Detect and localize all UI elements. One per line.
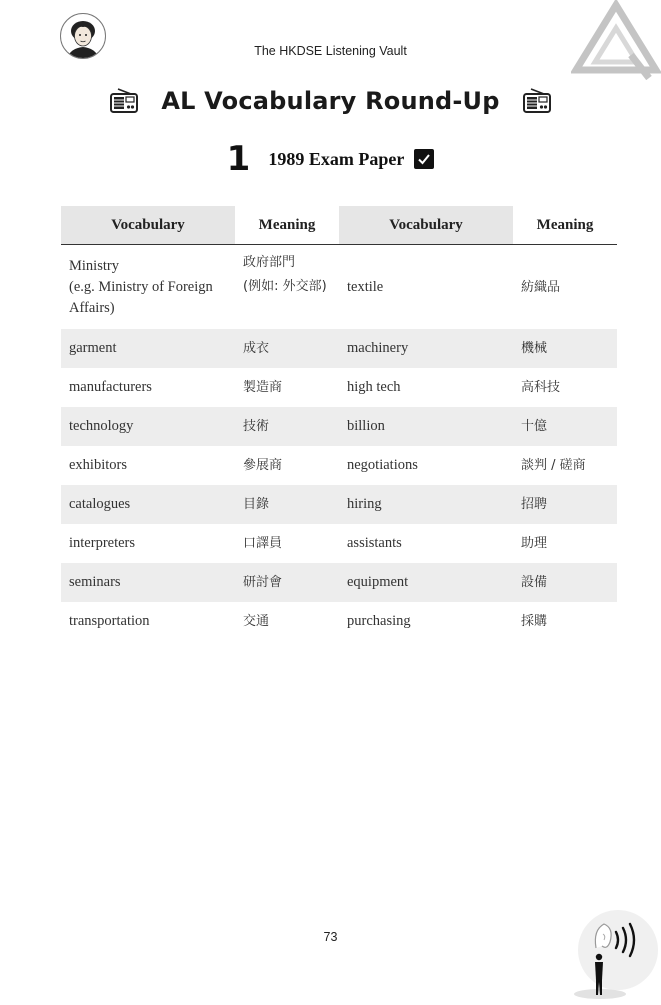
- meaning-cell: 紡織品: [521, 279, 561, 295]
- checkbox-checked-icon: [414, 149, 434, 169]
- meaning-cell: 談判 / 磋商: [521, 458, 586, 473]
- paper-number: 1: [226, 139, 251, 179]
- meaning-cell: 口譯員: [243, 536, 283, 551]
- vocab-cell: negotiations: [347, 457, 418, 473]
- radio-icon: [109, 86, 139, 116]
- vocab-cell: purchasing: [347, 613, 411, 629]
- vocab-cell: exhibitors: [69, 457, 127, 473]
- vocab-cell: catalogues: [61, 485, 235, 524]
- vocabulary-table: [61, 206, 617, 641]
- meaning-cell: 高科技: [521, 380, 561, 395]
- meaning-cell: [235, 245, 339, 330]
- vocab-cell: technology: [61, 407, 235, 446]
- vocab-cell: hiring: [339, 485, 513, 524]
- meaning-cell: 目錄: [235, 485, 339, 524]
- table-row: [61, 368, 617, 407]
- vocab-cell: interpreters: [69, 535, 136, 551]
- vocab-line: (e.g. Ministry of Foreign: [69, 278, 213, 295]
- table-header-row: [61, 206, 617, 245]
- table-row: [61, 446, 617, 485]
- paper-label: 1989 Exam Paper: [268, 148, 405, 169]
- meaning-cell: 製造商: [243, 380, 283, 395]
- meaning-line: 政府部門: [243, 255, 296, 270]
- header-meaning: Meaning: [235, 206, 339, 245]
- meaning-cell: 招聘: [513, 485, 617, 524]
- meaning-cell: 技術: [235, 407, 339, 446]
- table-row: [61, 602, 617, 641]
- vocab-cell: textile: [347, 278, 384, 295]
- vocab-line: Affairs): [69, 299, 115, 316]
- radio-icon: [522, 86, 552, 116]
- triangle-logo-icon: [571, 0, 661, 80]
- section-title: [0, 86, 661, 116]
- section-heading: AL Vocabulary Round-Up: [161, 87, 500, 115]
- vocab-cell: equipment: [339, 563, 513, 602]
- vocab-cell: garment: [61, 329, 235, 368]
- vocab-cell: manufacturers: [69, 379, 152, 395]
- meaning-cell: 成衣: [235, 329, 339, 368]
- header-vocabulary: Vocabulary: [339, 206, 513, 245]
- meaning-cell: 研討會: [235, 563, 339, 602]
- table-row: [61, 485, 617, 524]
- header-meaning: Meaning: [513, 206, 617, 245]
- listening-person-icon: [570, 908, 661, 1000]
- vocab-cell: high tech: [347, 379, 401, 395]
- table-row: [61, 407, 617, 446]
- page-number: 73: [323, 930, 338, 944]
- table-row: [61, 245, 617, 330]
- table-row: [61, 524, 617, 563]
- vocab-cell: assistants: [347, 535, 402, 551]
- vocab-cell: machinery: [339, 329, 513, 368]
- vocab-cell: seminars: [61, 563, 235, 602]
- meaning-cell: 機械: [513, 329, 617, 368]
- header-vocabulary: Vocabulary: [61, 206, 235, 245]
- exam-paper-heading: [0, 139, 661, 179]
- meaning-cell: 交通: [243, 614, 270, 629]
- meaning-cell: 採購: [521, 614, 548, 629]
- meaning-cell: 參展商: [243, 458, 283, 473]
- table-row: [61, 329, 617, 368]
- vocab-cell: [61, 245, 235, 330]
- vocab-cell: transportation: [69, 613, 150, 629]
- meaning-cell: 十億: [513, 407, 617, 446]
- vocab-cell: billion: [339, 407, 513, 446]
- meaning-cell: 助理: [521, 536, 548, 551]
- table-row: [61, 563, 617, 602]
- header-title: The HKDSE Listening Vault: [254, 44, 407, 58]
- meaning-cell: 設備: [513, 563, 617, 602]
- meaning-line: (例如: 外交部): [243, 279, 327, 294]
- vocab-line: Ministry: [69, 257, 119, 274]
